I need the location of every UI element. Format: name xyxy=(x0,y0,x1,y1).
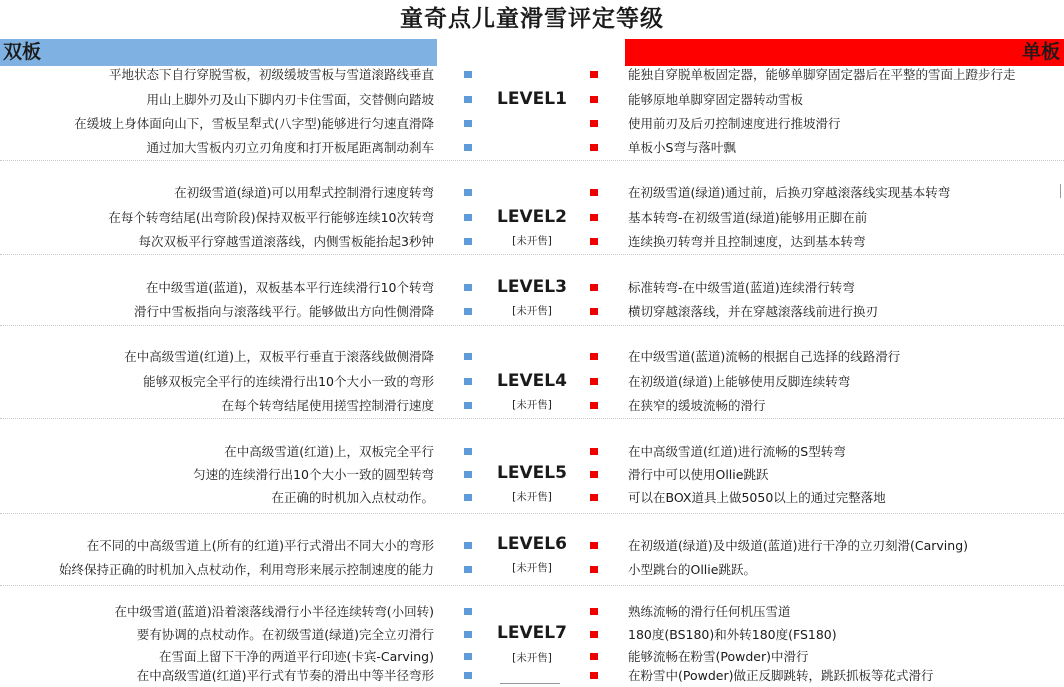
ski-bullet xyxy=(464,71,472,78)
snowboard-criterion: 能独自穿脱单板固定器，能够单脚穿固定器后在平整的雪面上蹬步行走 xyxy=(628,67,1016,82)
level-label: LEVEL1 xyxy=(497,89,567,109)
ski-bullet xyxy=(464,120,472,127)
snowboard-bullet xyxy=(590,284,598,291)
snowboard-criterion: 在中高级雪道(红道)进行流畅的S型转弯 xyxy=(628,444,846,459)
ski-bullet xyxy=(464,353,472,360)
ski-criterion: 在中高级雪道(红道)平行式有节奏的滑出中等半径弯形 xyxy=(136,668,434,683)
ski-criterion: 始终保持正确的时机加入点杖动作，利用弯形来展示控制速度的能力 xyxy=(58,562,434,577)
snowboard-bullet xyxy=(590,71,598,78)
snowboard-criterion: 熟练流畅的滑行任何机压雪道 xyxy=(628,604,791,619)
snowboard-criterion: 在初级道(绿道)及中级道(蓝道)进行干净的立刃刻滑(Carving) xyxy=(628,538,969,553)
snowboard-bullet xyxy=(590,494,598,501)
ski-bullet xyxy=(464,653,472,660)
ski-criterion: 匀速的连续滑行出10个大小一致的圆型转弯 xyxy=(193,467,434,482)
snowboard-bullet xyxy=(590,402,598,409)
ski-bullet xyxy=(464,542,472,549)
snowboard-criterion: 在初级雪道(绿道)通过前，后换刃穿越滚落线实现基本转弯 xyxy=(628,185,951,200)
ski-bullet xyxy=(464,471,472,478)
level-status-badge: [未开售] xyxy=(512,491,552,503)
snowboard-criterion: 小型跳台的Ollie跳跃。 xyxy=(628,562,756,577)
ski-criterion: 在每个转弯结尾(出弯阶段)保持双板平行能够连续10次转弯 xyxy=(108,210,434,225)
snowboard-bullet xyxy=(590,566,598,573)
level-divider xyxy=(0,418,1064,419)
snowboard-bullet xyxy=(590,238,598,245)
snowboard-criterion: 单板小S弯与落叶飘 xyxy=(628,140,736,155)
snowboard-bullet xyxy=(590,308,598,315)
level-divider xyxy=(0,254,1064,255)
snowboard-criterion: 能够原地单脚穿固定器转动雪板 xyxy=(628,92,804,107)
snowboard-bullet xyxy=(590,471,598,478)
snowboard-bullet xyxy=(590,189,598,196)
snowboard-criterion: 使用前刃及后刃控制速度进行推坡滑行 xyxy=(628,116,841,131)
snowboard-bullet xyxy=(590,96,598,103)
ski-criterion: 要有协调的点杖动作。在初级雪道(绿道)完全立刃滑行 xyxy=(136,627,434,642)
snowboard-criterion: 可以在BOX道具上做5050以上的通过完整落地 xyxy=(628,490,886,505)
level-label: LEVEL3 xyxy=(497,277,567,297)
ski-bullet xyxy=(464,214,472,221)
scroll-tick xyxy=(1060,184,1061,198)
snowboard-bullet xyxy=(590,608,598,615)
level-divider xyxy=(0,513,1064,514)
ski-bullet xyxy=(464,308,472,315)
snowboard-criterion: 在狭窄的缓坡流畅的滑行 xyxy=(628,398,766,413)
ski-bullet xyxy=(464,189,472,196)
ski-bullet xyxy=(464,238,472,245)
ski-criterion: 在缓坡上身体面向山下，雪板呈犁式(八字型)能够进行匀速直滑降 xyxy=(74,116,434,131)
level-status-badge: [未开售] xyxy=(512,305,552,317)
ski-criterion: 在中级雪道(蓝道)，双板基本平行连续滑行10个转弯 xyxy=(145,280,434,295)
level-status-badge: [未开售] xyxy=(512,562,552,574)
snowboard-bullet xyxy=(590,542,598,549)
snowboard-criterion: 在粉雪中(Powder)做正反脚跳转，跳跃抓板等花式滑行 xyxy=(628,668,934,683)
ski-criterion: 在正确的时机加入点杖动作。 xyxy=(271,490,434,505)
ski-criterion: 平地状态下自行穿脱雪板，初级缓坡雪板与雪道滚路线垂直 xyxy=(108,67,434,82)
snowboard-bullet xyxy=(590,378,598,385)
ski-bullet xyxy=(464,631,472,638)
snowboard-criterion: 滑行中可以使用Ollie跳跃 xyxy=(628,467,769,482)
snowboard-criterion: 在中级雪道(蓝道)流畅的根据自己选择的线路滑行 xyxy=(628,349,901,364)
snowboard-criterion: 横切穿越滚落线，并在穿越滚落线前进行换刃 xyxy=(628,304,879,319)
ski-bullet xyxy=(464,144,472,151)
snowboard-bullet xyxy=(590,631,598,638)
snowboard-criterion: 基本转弯-在初级雪道(绿道)能够用正脚在前 xyxy=(628,210,868,225)
ski-bullet xyxy=(464,284,472,291)
snowboard-bullet xyxy=(590,672,598,679)
page-title: 童奇点儿童滑雪评定等级 xyxy=(400,6,664,32)
snowboard-bullet xyxy=(590,120,598,127)
ski-criterion: 滑行中雪板指向与滚落线平行。能够做出方向性侧滑降 xyxy=(133,304,434,319)
level-status-badge: [未开售] xyxy=(512,652,552,664)
ski-criterion: 在每个转弯结尾使用搓雪控制滑行速度 xyxy=(221,398,434,413)
snowboard-criterion: 180度(BS180)和外转180度(FS180) xyxy=(628,627,837,642)
ski-criterion: 通过加大雪板内刃立刃角度和打开板尾距离制动刹车 xyxy=(146,140,434,155)
level-divider xyxy=(0,585,1064,586)
ski-bullet xyxy=(464,378,472,385)
level-label: LEVEL7 xyxy=(497,623,567,643)
level-label: LEVEL6 xyxy=(497,534,567,554)
level-label: LEVEL5 xyxy=(497,463,567,483)
snowboard-bullet xyxy=(590,448,598,455)
level-status-badge: [未开售] xyxy=(512,235,552,247)
ski-bullet xyxy=(464,608,472,615)
ski-criterion: 在不同的中高级雪道上(所有的红道)平行式滑出不同大小的弯形 xyxy=(86,538,434,553)
level-label: LEVEL4 xyxy=(497,371,567,391)
ski-bullet xyxy=(464,672,472,679)
snowboard-criterion: 能够流畅在粉雪(Powder)中滑行 xyxy=(628,649,809,664)
level-divider xyxy=(0,325,1064,326)
snowboard-bullet xyxy=(590,353,598,360)
ski-bullet xyxy=(464,402,472,409)
ski-criterion: 在雪面上留下干净的两道平行印迹(卡宾-Carving) xyxy=(158,649,434,664)
table-stub-line xyxy=(500,683,560,684)
ski-criterion: 在初级雪道(绿道)可以用犁式控制滑行速度转弯 xyxy=(174,185,434,200)
ski-bullet xyxy=(464,96,472,103)
ski-criterion: 在中高级雪道(红道)上，双板完全平行 xyxy=(224,444,434,459)
snowboard-bullet xyxy=(590,653,598,660)
ski-bullet xyxy=(464,566,472,573)
ski-bullet xyxy=(464,448,472,455)
level-divider xyxy=(0,160,1064,161)
ski-criterion: 在中级雪道(蓝道)沿着滚落线滑行小半径连续转弯(小回转) xyxy=(114,604,434,619)
ski-criterion: 在中高级雪道(红道)上，双板平行垂直于滚落线做侧滑降 xyxy=(124,349,434,364)
snowboard-criterion: 连续换刃转弯并且控制速度，达到基本转弯 xyxy=(628,234,866,249)
ski-header: 双板 xyxy=(0,39,437,66)
ski-bullet xyxy=(464,494,472,501)
ski-criterion: 用山上脚外刃及山下脚内刃卡住雪面，交替侧向踏坡 xyxy=(146,92,434,107)
snowboard-criterion: 标准转弯-在中级雪道(蓝道)连续滑行转弯 xyxy=(628,280,855,295)
snowboard-bullet xyxy=(590,144,598,151)
snowboard-bullet xyxy=(590,214,598,221)
level-status-badge: [未开售] xyxy=(512,399,552,411)
level-label: LEVEL2 xyxy=(497,207,567,227)
snowboard-criterion: 在初级道(绿道)上能够使用反脚连续转弯 xyxy=(628,374,851,389)
snowboard-header: 单板 xyxy=(625,39,1064,66)
ski-criterion: 能够双板完全平行的连续滑行出10个大小一致的弯形 xyxy=(143,374,434,389)
ski-criterion: 每次双板平行穿越雪道滚落线，内侧雪板能抬起3秒钟 xyxy=(138,234,434,249)
